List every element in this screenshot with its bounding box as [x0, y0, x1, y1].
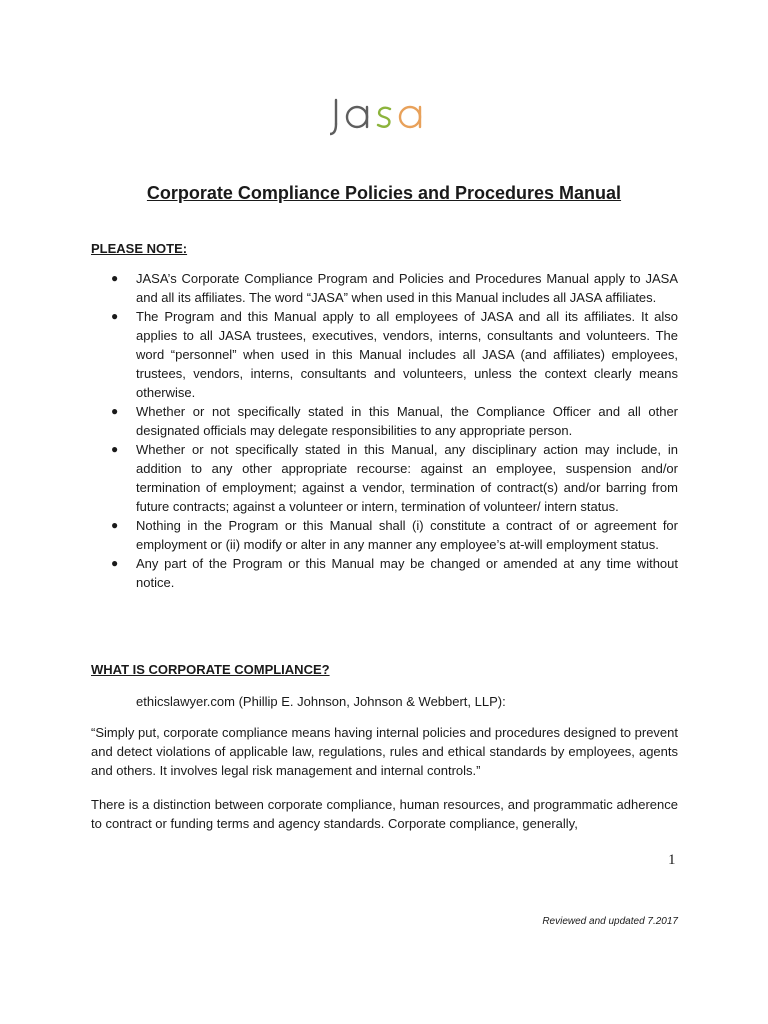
- list-item-text: The Program and this Manual apply to all employees of JASA and all its affiliates. It also applies to all JASA trustees, executives, vendors, interns, consultants and volunteers. The word “personnel” when used in this Manual includes all JASA (and affiliates) employees, trustees, vendors, interns, consultants and volunteers, unless the context clearly means otherwise.: [136, 309, 678, 400]
- bullet-icon: ●: [111, 309, 119, 323]
- list-item-text: Any part of the Program or this Manual may be changed or amended at any time without notice.: [136, 556, 678, 590]
- bullet-icon: ●: [111, 404, 119, 418]
- list-item: [91, 516, 678, 554]
- list-item-text: JASA’s Corporate Compliance Program and Policies and Procedures Manual apply to JASA and all its affiliates. The word “JASA” when used in this Manual includes all JASA affiliates.: [136, 271, 678, 305]
- page-number: 1: [668, 852, 676, 868]
- bullet-icon: ●: [111, 271, 119, 285]
- list-item-text: Whether or not specifically stated in this Manual, the Compliance Officer and all other designated officials may delegate responsibilities to any appropriate person.: [136, 404, 678, 438]
- list-item: [91, 440, 678, 516]
- please-note-list: [91, 269, 678, 592]
- review-date-footer: Reviewed and updated 7.2017: [542, 916, 678, 927]
- bullet-icon: ●: [111, 442, 119, 456]
- what-is-compliance-heading: WHAT IS CORPORATE COMPLIANCE?: [91, 662, 330, 677]
- list-item: [91, 307, 678, 402]
- please-note-heading: PLEASE NOTE:: [91, 241, 188, 256]
- jasa-logo-graphic: [330, 92, 440, 138]
- list-item: [91, 554, 678, 592]
- jasa-logo: [330, 92, 440, 138]
- list-item-text: Whether or not specifically stated in this Manual, any disciplinary action may include, in addition to any other appropriate recourse: against an employee, suspension and/or termination of employment; against a vendor, termination of contract(s) and/or barring from future contracts; against a volunteer or intern, termination of volunteer/ intern status.: [136, 442, 678, 514]
- body-paragraph: There is a distinction between corporate compliance, human resources, and programmatic adherence to contract or funding terms and agency standards. Corporate compliance, generally,: [91, 797, 678, 831]
- source-citation: ethicslawyer.com (Phillip E. Johnson, Johnson & Webbert, LLP):: [136, 694, 506, 709]
- document-title: Corporate Compliance Policies and Procedures Manual: [146, 183, 622, 203]
- list-item: [91, 402, 678, 440]
- list-item-text: Nothing in the Program or this Manual shall (i) constitute a contract of or agreement for employment or (ii) modify or alter in any manner any employee’s at-will employment status.: [136, 518, 678, 552]
- bullet-icon: ●: [111, 518, 119, 532]
- bullet-icon: ●: [111, 556, 119, 570]
- list-item: [91, 269, 678, 307]
- definition-quote: “Simply put, corporate compliance means having internal policies and procedures designed to prevent and detect violations of applicable law, regulations, rules and ethical standards by employees, agents and others. It involves legal risk management and internal controls.”: [91, 725, 678, 778]
